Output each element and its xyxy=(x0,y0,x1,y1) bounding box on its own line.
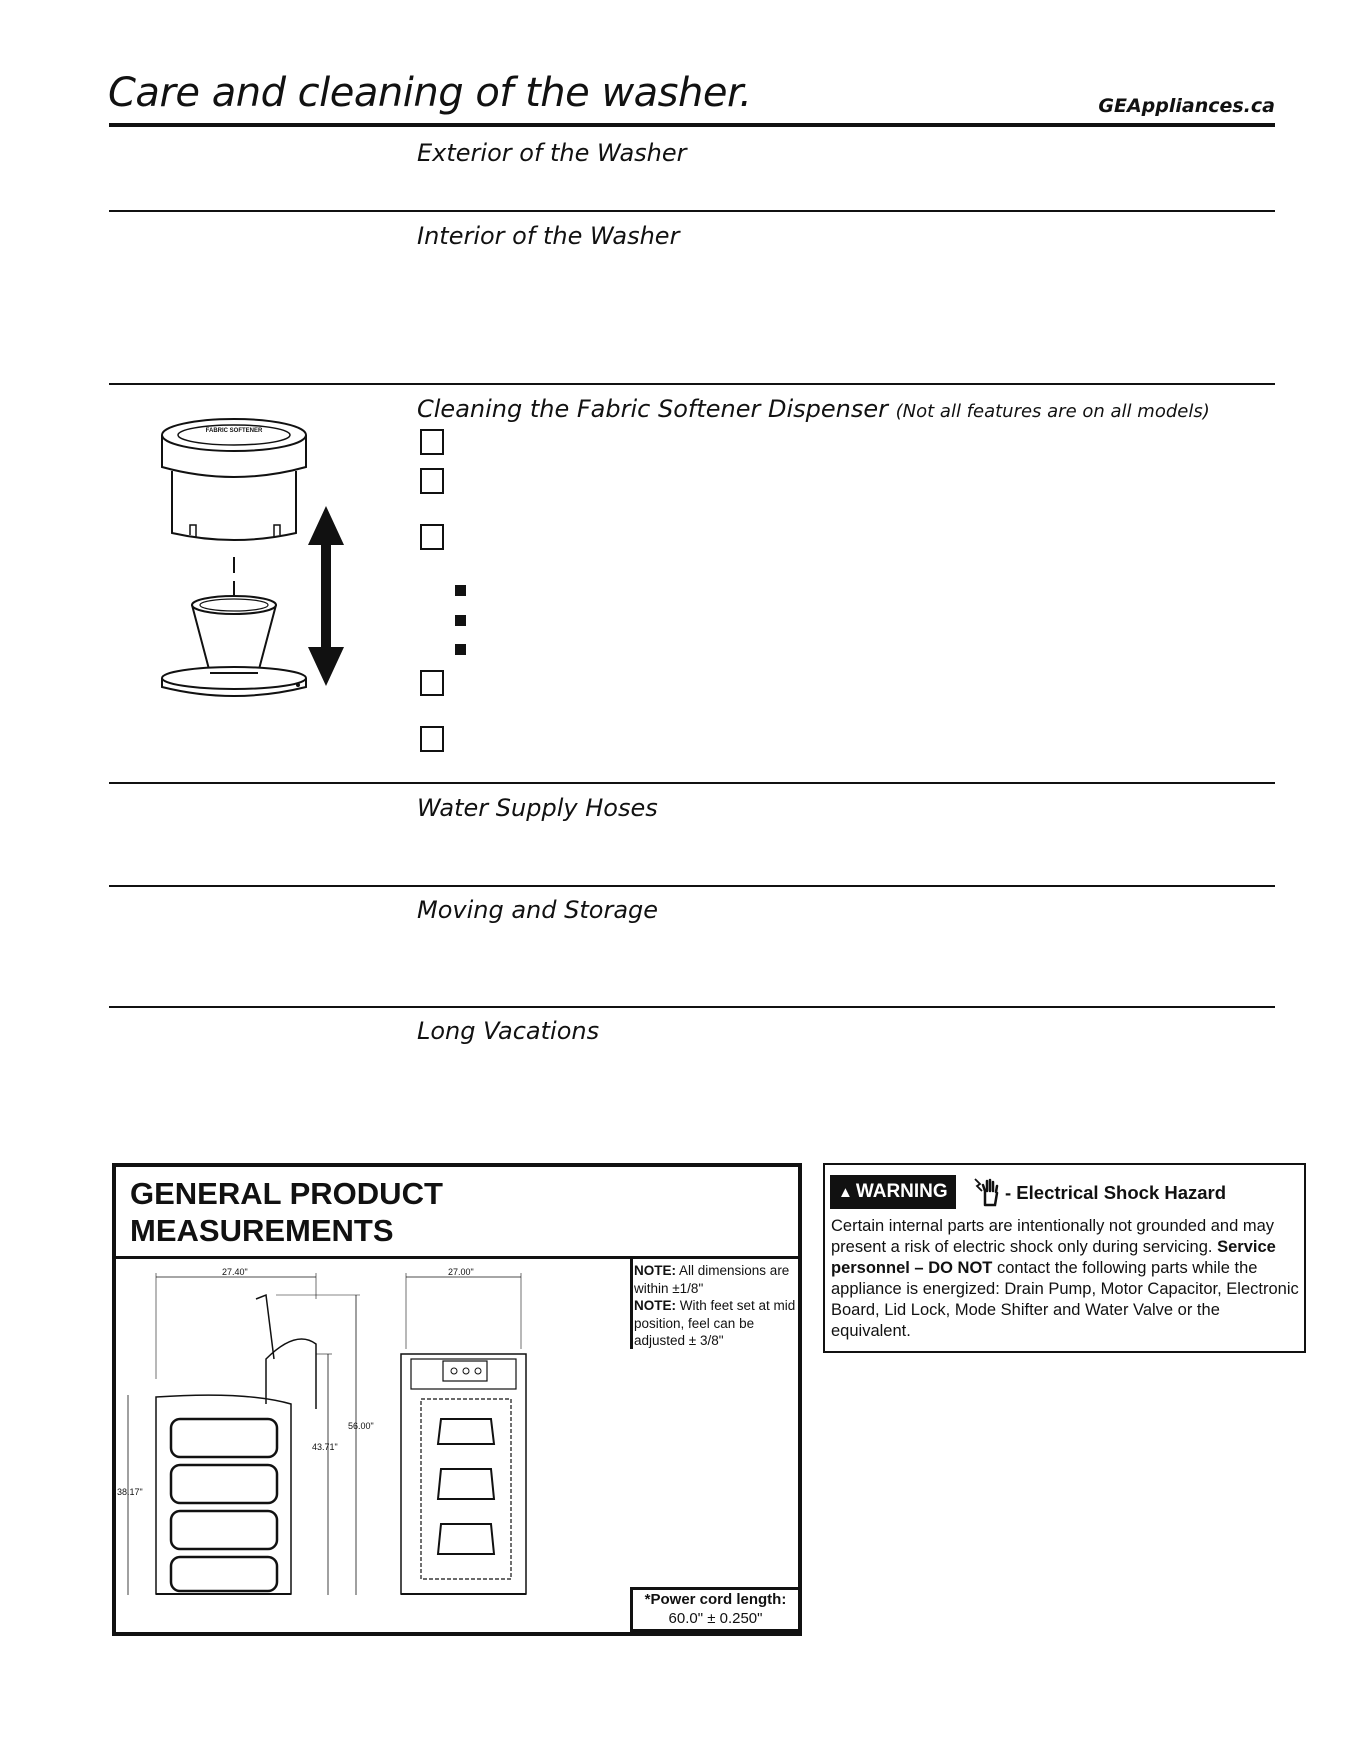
dim-depth-label: 27.40" xyxy=(222,1267,248,1277)
section-heading-exterior: Exterior of the Washer xyxy=(417,139,687,167)
section-divider xyxy=(109,885,1275,887)
dim-console-height-label: 43.71" xyxy=(312,1442,338,1452)
section-divider xyxy=(109,210,1275,212)
dim-cabinet-height-label: 38.17" xyxy=(117,1487,143,1497)
measurements-title: GENERAL PRODUCT MEASUREMENTS xyxy=(130,1176,443,1248)
section-divider xyxy=(109,782,1275,784)
bullet-point xyxy=(455,615,466,626)
section-heading-text: Cleaning the Fabric Softener Dispenser xyxy=(417,395,888,423)
section-heading-moving: Moving and Storage xyxy=(417,896,659,924)
section-heading-vacations: Long Vacations xyxy=(417,1017,600,1045)
note-text: With feet set at mid position, feel can be adjusted ± 3/8" xyxy=(634,1298,796,1348)
site-url[interactable]: GEAppliances.ca xyxy=(1098,95,1275,117)
fabric-softener-dispenser-illustration xyxy=(150,415,360,705)
measurements-note xyxy=(634,1262,802,1350)
section-heading-hoses: Water Supply Hoses xyxy=(417,794,658,822)
header-rule xyxy=(109,123,1275,127)
section-heading-note: (Not all features are on all models) xyxy=(895,401,1210,422)
step-4-checkbox[interactable] xyxy=(420,670,444,696)
warning-text: Certain internal parts are intentionally not grounded and may present a risk of electric shock only during servicing. xyxy=(831,1217,1275,1256)
warning-emphasis: Service personnel – DO NOT xyxy=(831,1238,1276,1277)
lid-label: FABRIC SOFTENER xyxy=(205,428,263,434)
power-cord-label: *Power cord length: xyxy=(644,1591,787,1608)
step-5-checkbox[interactable] xyxy=(420,726,444,752)
warning-triangle-icon: ▲ xyxy=(838,1184,853,1201)
step-2-checkbox[interactable] xyxy=(420,468,444,494)
warning-badge-label: WARNING xyxy=(855,1181,948,1202)
warning-badge xyxy=(830,1175,956,1209)
electric-shock-hand-icon xyxy=(973,1175,1003,1207)
washer-dimension-drawing xyxy=(116,1259,630,1635)
warning-title: - Electrical Shock Hazard xyxy=(1005,1182,1227,1203)
note-label: NOTE: xyxy=(634,1263,676,1278)
step-3-checkbox[interactable] xyxy=(420,524,444,550)
power-cord-box xyxy=(630,1587,801,1632)
dim-width-label: 27.00" xyxy=(448,1267,474,1277)
measurements-note-divider xyxy=(630,1259,633,1349)
note-text: All dimensions are within ±1/8" xyxy=(634,1263,790,1296)
section-heading-interior: Interior of the Washer xyxy=(417,222,680,250)
note-label: NOTE: xyxy=(634,1298,676,1313)
warning-body xyxy=(831,1216,1303,1342)
page-title: Care and cleaning of the washer. xyxy=(108,70,752,116)
bullet-point xyxy=(455,585,466,596)
warning-panel xyxy=(823,1163,1306,1353)
bullet-point xyxy=(455,644,466,655)
power-cord-value: 60.0" ± 0.250" xyxy=(668,1610,763,1627)
section-divider xyxy=(109,383,1275,385)
section-heading-fabric-softener xyxy=(417,395,1210,423)
section-divider xyxy=(109,1006,1275,1008)
warning-text: contact the following parts while the appliance is energized: Drain Pump, Motor Capacitor, Electronic Board, Lid Lock, Mode Shifter and Water Valve or the equivalent. xyxy=(831,1259,1299,1340)
step-1-checkbox[interactable] xyxy=(420,429,444,455)
dim-open-height-label: 56.00" xyxy=(348,1421,374,1431)
measurements-panel xyxy=(112,1163,802,1636)
